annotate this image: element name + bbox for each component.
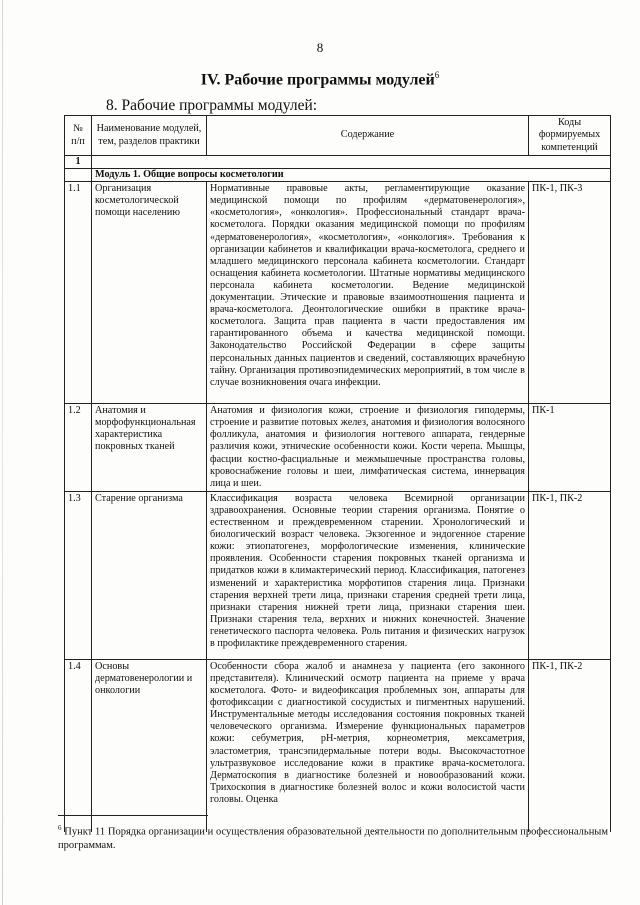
row-content: Анатомия и физиология кожи, строение и физиология гиподермы, строение и развитие потовых желез, анатомия и физиология волосяного фолликула, анатомия и физиология ногтевого аппарата, гендерные различия кожи, этнические особенности кожи. Кости черепа. Мышцы, фасции костно-фасциальные и межмышечные пространства головы, кровоснабжение головы и шеи, лимфатическая система, иннервация лица и шеи. — [207, 404, 529, 492]
row-content: Особенности сбора жалоб и анамнеза у пациента (его законного представителя). Клинический осмотр пациента на приеме у врача косметолога. Фото- и видеофиксация проблемных зон, аппараты для фотофиксации с диагностикой сосудистых и пигментных нарушений. Инструментальные методы исследования состояния покровных тканей человеческого организма. Измерение функциональных параметров кожи: себуметрия, pH-метрия, корнеометрия, мексаметрия, эластометрия, трансэпидермальные потери воды. Высокочастотное ультразвуковое исследование кожи в практике врача-косметолога. Дерматоскопия в диагностике болезней и новообразований кожи. Трихоскопия в диагностике болезней волос и кожи волосистой части головы. Оценка — [207, 659, 529, 832]
row-number: 1.3 — [65, 491, 92, 659]
table-header-row — [65, 116, 611, 156]
table-row — [65, 182, 611, 404]
footnote-text: Пункт 11 Порядка организации и осуществления образовательной деятельности по дополнительным профессиональным программам. — [58, 826, 609, 851]
column-index: 1 — [65, 156, 92, 169]
footnote-divider — [58, 815, 208, 816]
row-topic: Старение организма — [92, 491, 207, 659]
row-number: 1.1 — [65, 182, 92, 404]
section-title — [0, 70, 640, 89]
header-codes: Коды формируемых компетенций — [529, 116, 611, 156]
module-num-cell — [65, 169, 92, 182]
row-topic: Анатомия и морфофункциональная характеристика покровных тканей — [92, 404, 207, 492]
scan-edge — [2, 0, 3, 905]
header-content: Содержание — [207, 116, 529, 156]
footnote-mark: 6 — [58, 824, 62, 832]
module-programs-table — [64, 115, 611, 832]
column-index-row — [65, 156, 611, 169]
row-codes: ПК-1 — [529, 404, 611, 492]
footnote — [58, 822, 608, 852]
row-topic: Организация косметологической помощи населению — [92, 182, 207, 404]
subsection-title: 8. Рабочие программы модулей: — [106, 97, 318, 114]
row-codes: ПК-1, ПК-2 — [529, 491, 611, 659]
table-row — [65, 404, 611, 492]
footnote-reference[interactable]: 6 — [434, 70, 440, 80]
row-topic: Основы дерматовенерологии и онкологии — [92, 659, 207, 832]
row-codes: ПК-1, ПК-2 — [529, 659, 611, 832]
table-row — [65, 491, 611, 659]
header-name: Наименование модулей, тем, разделов практики — [92, 116, 207, 156]
section-title-text: IV. Рабочие программы модулей — [200, 71, 435, 89]
row-number: 1.4 — [65, 659, 92, 832]
row-number: 1.2 — [65, 404, 92, 492]
table-row — [65, 659, 611, 832]
row-content: Нормативные правовые акты, регламентирующие оказание медицинской помощи по профилям «дерматовенерология», «косметология», «онкология». Профессиональный стандарт врача-косметолога. Порядки оказания медицинской помощи по профилям «дерматовенерология», «косметология», «онкология». Требования к организации кабинетов и квалификации врача-косметолога, среднего и младшего медицинского персонала кабинета косметологии. Стандарт оснащения кабинета косметологии. Штатные нормативы медицинского персонала кабинета косметологии. Ведение медицинской документации. Этические и правовые взаимоотношения пациента и врача-косметолога. Деонтологические ошибки в практике врача-косметолога. Защита прав пациента в части предоставления им гарантированного объема и качества медицинской помощи. Законодательство Российской Федерации в сфере защиты персональных данных пациентов и сведений, составляющих врачебную тайну. Организация противоэпидемических мероприятий, в том числе в случае возникновения очага инфекции. — [207, 182, 529, 404]
header-num: № п/п — [65, 116, 92, 156]
row-content: Классификация возраста человека Всемирной организации здравоохранения. Основные теории старения организма. Понятие о естественном и преждевременном старении. Хронологический и биологический возраст человека. Экзогенное и эндогенное старение кожи: этиопатогенез, морфологические изменения, клинические проявления. Особенности старения покровных тканей организма и придатков кожи в климактерический период. Классификация, патогенез изменений и характеристика морфотипов старения лица. Признаки старения верхней трети лица, признаки старения средней трети лица, признаки старения нижней трети лица, признаки старения шеи. Признаки старения тела, верхних и нижних конечностей. Значение генетического паспорта человека. Роль питания и физических нагрузок в профилактике преждевременного старения. — [207, 491, 529, 659]
module-title: Модуль 1. Общие вопросы косметологии — [92, 169, 611, 182]
module-row — [65, 169, 611, 182]
row-codes: ПК-1, ПК-3 — [529, 182, 611, 404]
page-number: 8 — [316, 40, 324, 55]
column-index-rest — [92, 156, 611, 169]
